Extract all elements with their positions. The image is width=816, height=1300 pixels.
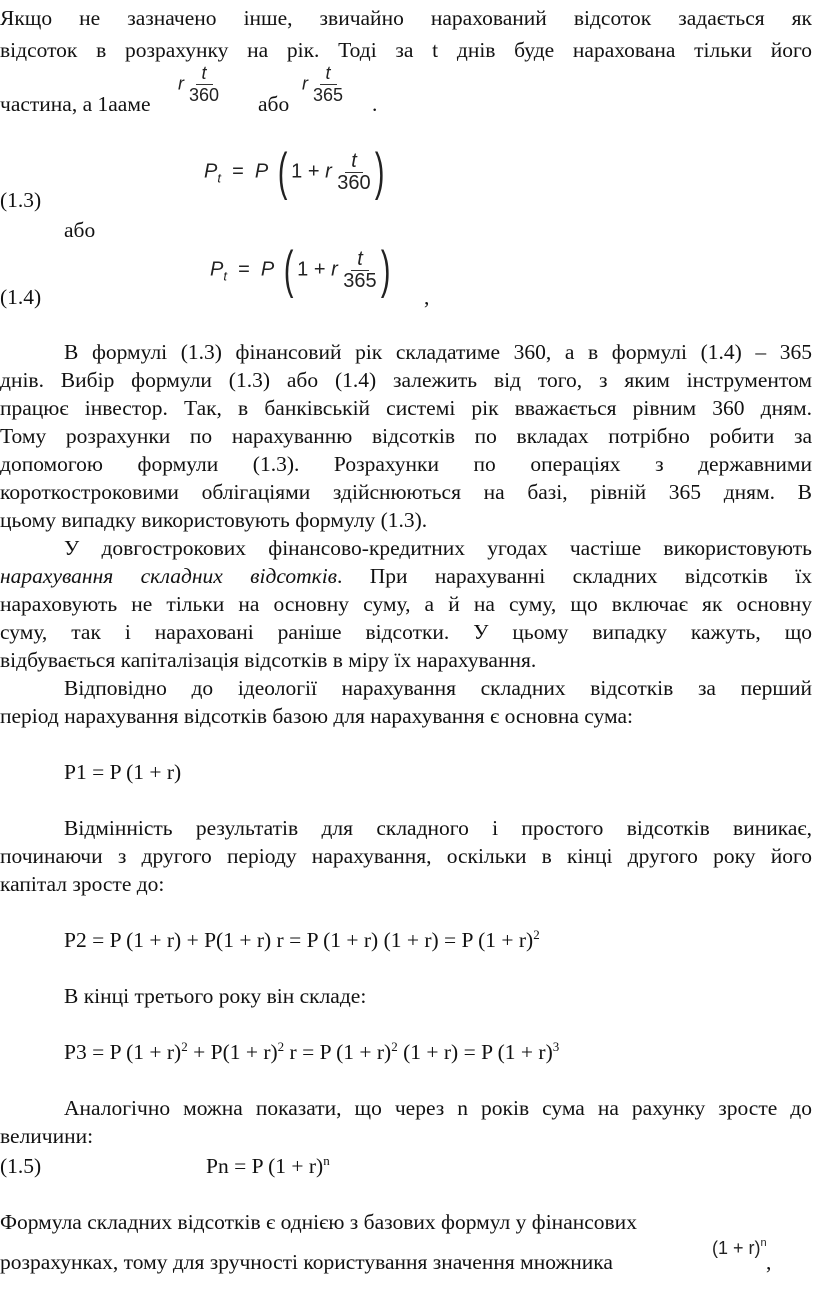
- equation-number: (1.4): [0, 285, 42, 309]
- exponent: 2: [533, 927, 540, 942]
- var-p: P: [204, 160, 218, 183]
- text-line: Якщо не зазначено інше, звичайно нарахований відсоток задається як: [0, 6, 812, 30]
- var-r: r: [178, 73, 184, 94]
- text-line: працює інвестор. Так, в банківській системі рік вважається рівним 360 дням.: [0, 396, 812, 420]
- text-line: цьому випадку використовують формулу (1.3).: [0, 508, 428, 532]
- formula-text: Pn = P (1 + r): [206, 1154, 324, 1178]
- formula-p1: P1 = P (1 + r): [64, 760, 182, 784]
- numerator: t: [345, 152, 363, 173]
- subscript-t: t: [217, 170, 221, 186]
- left-paren: (: [277, 143, 288, 201]
- formula-text: + P(1 + r): [187, 1040, 278, 1064]
- exponent: 2: [391, 1039, 398, 1054]
- text-line: Аналогічно можна показати, що через n років сума на рахунку зросте до: [64, 1096, 812, 1120]
- var-r: r: [331, 258, 338, 281]
- text-line: суму, так і нараховані раніше відсотки. У цьому випадку кажуть, що: [0, 620, 812, 644]
- exponent: n: [323, 1153, 330, 1168]
- text-line: Тому розрахунки по нарахуванню відсотків по вкладах потрібно робити за: [0, 424, 812, 448]
- var-p: P: [210, 258, 224, 281]
- var-r: r: [325, 160, 332, 183]
- text-line: .: [372, 92, 378, 116]
- text-line: розрахунках, тому для зручності користування значення множника: [0, 1250, 613, 1274]
- formula-p2: [64, 926, 540, 954]
- right-paren: ): [374, 143, 385, 201]
- formula-text: (1 + r) = P (1 + r): [397, 1040, 553, 1064]
- text-line: В кінці третього року він складе:: [64, 984, 367, 1008]
- subscript-t: t: [223, 268, 227, 284]
- exponent: 2: [181, 1039, 188, 1054]
- text-line: починаючи з другого періоду нарахування, оскільки в кінці другого року його: [0, 844, 812, 868]
- italic-term: нарахування складних відсотків: [0, 564, 338, 588]
- denominator: 360: [337, 171, 371, 194]
- numerator: t: [351, 250, 369, 271]
- text-line: У довгострокових фінансово-кредитних угодах частіше використовують: [64, 536, 812, 560]
- text-line: капітал зросте до:: [0, 872, 165, 896]
- text-line: Відмінність результатів для складного і простого відсотків виникає,: [64, 816, 812, 840]
- factor-formula: [712, 1238, 767, 1259]
- equals-sign: =: [232, 160, 244, 183]
- text-line: або: [258, 92, 290, 116]
- left-paren: (: [283, 241, 294, 299]
- equation-number: (1.3): [0, 188, 42, 212]
- fraction: [189, 64, 219, 105]
- text-line: днів. Вибір формули (1.3) або (1.4) залежить від того, з яким інструментом: [0, 368, 812, 392]
- denominator: 360: [189, 85, 220, 105]
- text-line: величини:: [0, 1124, 94, 1148]
- text-line: ,: [766, 1250, 772, 1274]
- denominator: 365: [343, 269, 377, 292]
- text-line: частина, а 1ааме: [0, 92, 151, 116]
- fraction: [313, 64, 343, 105]
- term-one-plus: 1 +: [291, 160, 320, 183]
- var-p: P: [260, 258, 275, 281]
- formula-text: (1 + r): [712, 1238, 761, 1258]
- equals-sign: =: [238, 258, 250, 281]
- text-line: нараховують не тільки на основну суму, а й на суму, що включає як основну: [0, 592, 812, 616]
- exponent: 3: [552, 1039, 560, 1054]
- formula-text: r = P (1 + r): [284, 1040, 392, 1064]
- exponent: 2: [277, 1039, 285, 1054]
- var-p: P: [254, 160, 269, 183]
- text-line: або: [64, 218, 96, 242]
- text-line: [0, 562, 812, 590]
- formula-p3: [64, 1038, 559, 1066]
- equation-comma: ,: [424, 285, 430, 309]
- text-line: період нарахування відсотків базою для нарахування є основна сума:: [0, 704, 633, 728]
- var-r: r: [302, 73, 308, 94]
- text-line: Формула складних відсотків є однією з базових формул у фінансових: [0, 1210, 637, 1234]
- text-line: В формулі (1.3) фінансовий рік складатиме 360, а в формулі (1.4) – 365: [64, 340, 812, 364]
- inline-fraction-360: [178, 64, 219, 105]
- exponent: n: [760, 1237, 767, 1249]
- text-span: . При нарахуванні складних відсотків їх: [337, 564, 812, 588]
- formula-text: P3 = P (1 + r): [64, 1040, 182, 1064]
- text-line: допомогою формули (1.3). Розрахунки по операціях з державними: [0, 452, 812, 476]
- text-line: Відповідно до ідеології нарахування складних відсотків за перший: [64, 676, 812, 700]
- numerator: t: [320, 64, 337, 85]
- text-line: короткостроковими облігаціями здійснюються на базі, рівній 365 дням. В: [0, 480, 812, 504]
- inline-fraction-365: [302, 64, 343, 105]
- numerator: t: [196, 64, 213, 85]
- formula-text: P2 = P (1 + r) + P(1 + r) r = P (1 + r) (1 + r) = P (1 + r): [64, 928, 534, 952]
- text-line: відсоток в розрахунку на рік. Тоді за t днів буде нарахована тільки його: [0, 38, 812, 62]
- term-one-plus: 1 +: [297, 258, 326, 281]
- equation-number: (1.5): [0, 1154, 42, 1178]
- text-line: відбувається капіталізація відсотків в міру їх нарахування.: [0, 648, 537, 672]
- right-paren: ): [380, 241, 391, 299]
- denominator: 365: [313, 85, 344, 105]
